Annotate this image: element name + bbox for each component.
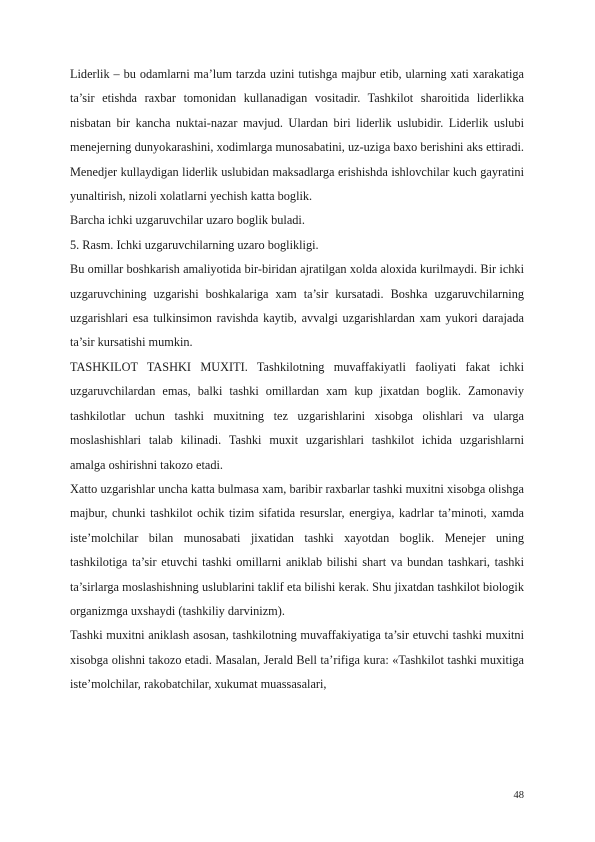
page-body [70,62,524,697]
paragraph-leadership-definition: Liderlik – bu odamlarni ma’lum tarzda uzini tutishga majbur etib, ularning xati xarakatiga ta’sir etishda raxbar tomonidan kullanadigan vositadir. Tashkilot sharoitida liderlikka nisbatan bir kancha nuktai-nazar mavjud. Ulardan biri liderlik uslubidir. Liderlik uslubi menejerning dunyokarashini, xodimlarga munosabatini, uz-uziga baxo berishini aks ettiradi. Menedjer kullaydigan liderlik uslubidan maksadlarga erishishda ishlovchilar kuch gayratini yunaltirish, nizoli xolatlarni yechish katta boglik. [70,67,524,204]
paragraph-factors: Bu omillar boshkarish amaliyotida bir-biridan ajratilgan xolda aloxida kurilmaydi. Bir ichki uzgaruvchining uzgarishi boshkalariga xam ta’sir kursatadi. Boshka uzgaruvchilarning uzgarishlari esa tulkinsimon ravishda kaytib, avvalgi uzgarishlardan xam yukori darajada ta’sir kursatishi mumkin. [70,262,524,350]
paragraph-internal-variables: Barcha ichki uzgaruvchilar uzaro boglik buladi. [70,213,305,228]
paragraph-bell-definition: Tashki muxitni aniklash asosan, tashkilotning muvaffakiyatiga ta’sir etuvchi tashki muxitni xisobga olishni takozo etadi. Masalan, Jerald Bell ta’rifiga kura: «Tashkilot tashki muxitiga iste’molchilar, rakobatchilar, xukumat muassasalari, [70,628,524,692]
paragraph-open-system: Xatto uzgarishlar uncha katta bulmasa xam, baribir raxbarlar tashki muxitni xisobga olishga majbur, chunki tashkilot ochik tizim sifatida resurslar, energiya, kadrlar ta’minoti, xamda iste’molchilar bilan munosabati jixatidan tashki xayotdan boglik. Menejer uning tashkilotiga ta’sir etuvchi tashki omillarni aniklab bilishi shart va bundan tashkari, tashki ta’sirlarga moslashishning uslublarini taklif eta bilishi kerak. Shu jixatdan tashkilot biologik organizmga uxshaydi (tashkiliy darvinizm). [70,481,524,618]
page-number: 48 [513,790,524,801]
figure-caption: 5. Rasm. Ichki uzgaruvchilarning uzaro boglikligi. [70,237,319,252]
paragraph-external-environment: TASHKILOT TASHKI MUXITI. Tashkilotning muvaffakiyatli faoliyati fakat ichki uzgaruvchilardan emas, balki tashki omillardan xam kup jixatdan boglik. Zamonaviy tashkilotlar uchun tashki muxitning tez uzgarishlarini xisobga olishlari va ularga moslashishlari talab kilinadi. Tashki muxit uzgarishlari tashkilot ichida uzgarishlarni amalga oshirishni takozo etadi. [70,359,524,472]
